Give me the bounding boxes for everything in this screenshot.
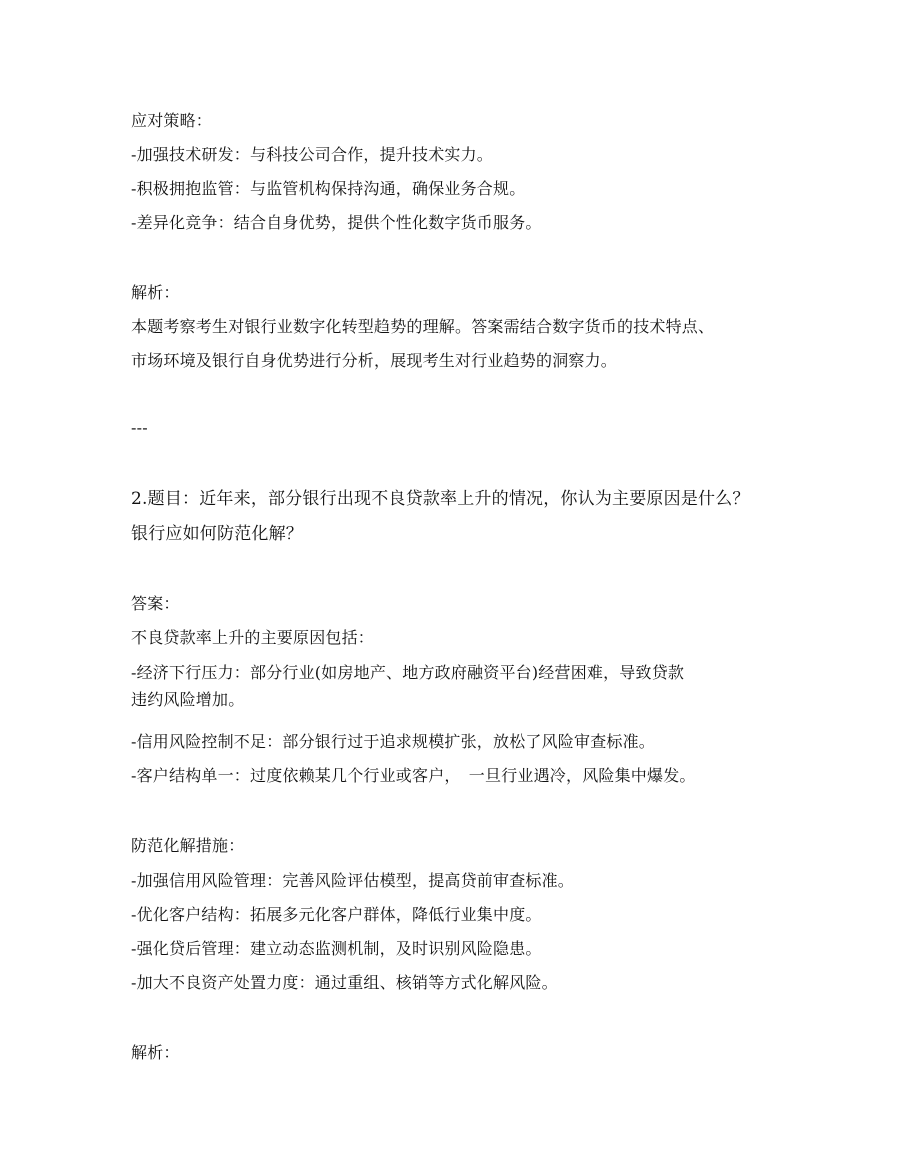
reasons-intro: 不良贷款率上升的主要原因包括： [131, 628, 375, 647]
measure-item: -加大不良资产处置力度：通过重组、核销等方式化解风险。 [131, 973, 558, 992]
analysis-text: 市场环境及银行自身优势进行分析，展现考生对行业趋势的洞察力。 [131, 351, 618, 370]
reason-item: -经济下行压力：部分行业(如房地产、地方政府融资平台)经营困难，导致贷款 [131, 663, 685, 682]
strategy-heading: 应对策略： [131, 111, 213, 130]
answer-heading: 答案： [131, 594, 180, 613]
strategy-item: -差异化竞争：结合自身优势，提供个性化数字货币服务。 [131, 213, 542, 232]
strategy-item: -积极拥抱监管：与监管机构保持沟通，确保业务合规。 [131, 179, 526, 198]
reason-item: -客户结构单一：过度依赖某几个行业或客户， 一旦行业遇冷，风险集中爆发。 [131, 766, 696, 785]
measure-item: -强化贷后管理：建立动态监测机制，及时识别风险隐患。 [131, 939, 542, 958]
measures-heading: 防范化解措施： [131, 836, 245, 855]
measure-item: -优化客户结构：拓展多元化客户群体，降低行业集中度。 [131, 905, 542, 924]
measure-item: -加强信用风险管理：完善风险评估模型，提高贷前审查标准。 [131, 871, 575, 890]
reason-item: -信用风险控制不足：部分银行过于追求规模扩张，放松了风险审查标准。 [131, 732, 656, 751]
question-title: 银行应如何防范化解？ [131, 524, 303, 544]
analysis-text: 本题考察考生对银行业数字化转型趋势的理解。答案需结合数字货币的技术特点、 [131, 317, 715, 336]
reason-item: 违约风险增加。 [131, 690, 245, 709]
question-title: 2.题目：近年来，部分银行出现不良贷款率上升的情况，你认为主要原因是什么？ [131, 489, 750, 509]
strategy-item: -加强技术研发：与科技公司合作，提升技术实力。 [131, 145, 494, 164]
analysis-heading: 解析： [131, 283, 180, 302]
analysis-heading: 解析： [131, 1043, 180, 1062]
section-separator: --- [131, 418, 148, 437]
